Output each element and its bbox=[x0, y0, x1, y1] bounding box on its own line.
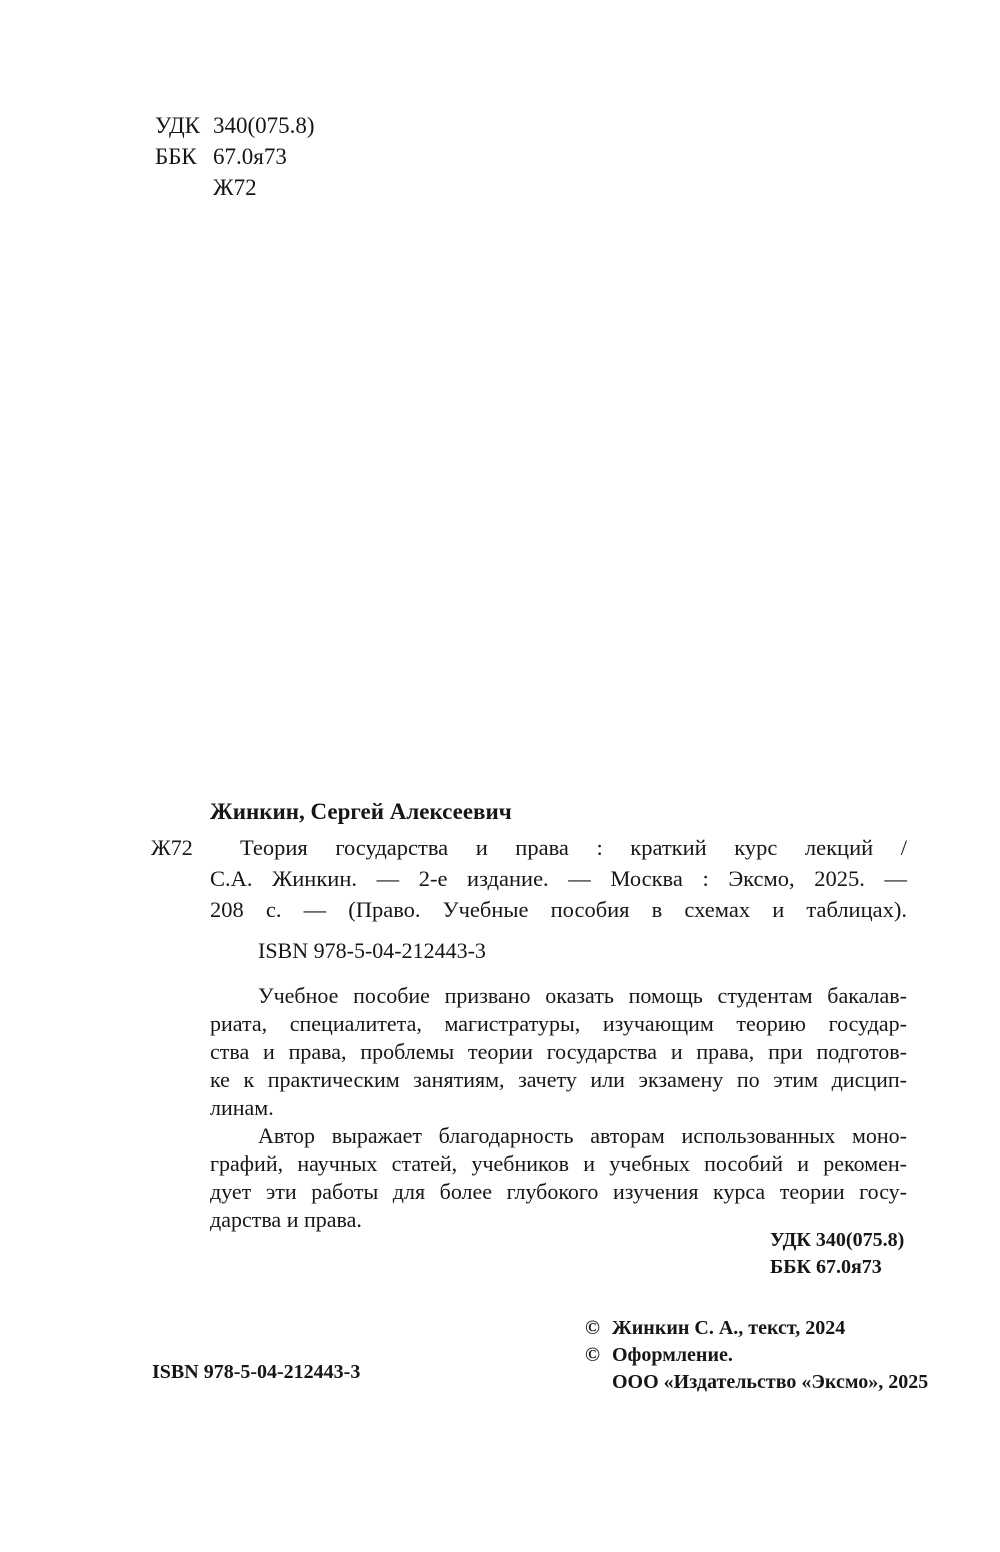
annotation-line: линам. bbox=[210, 1095, 274, 1120]
annotation-line: дарства и права. bbox=[210, 1207, 362, 1232]
copyright-symbol-spacer bbox=[585, 1369, 612, 1396]
copyright-text-line: ООО «Издательство «Эксмо», 2025 bbox=[612, 1371, 929, 1393]
author-sign-code: Ж72 bbox=[213, 175, 257, 200]
isbn-bottom-line: ISBN 978-5-04-212443-3 bbox=[152, 1361, 361, 1383]
bbk-right: ББК 67.0я73 bbox=[770, 1256, 882, 1278]
top-classification-codes bbox=[155, 110, 315, 203]
udk-label: УДК bbox=[155, 113, 200, 138]
annotation-line: ства и права, проблемы теории государства и права, при подготов- bbox=[210, 1039, 907, 1064]
udk-value: 340(075.8) bbox=[213, 113, 315, 138]
annotation-line: Автор выражает благодарность авторам использованных моно- bbox=[258, 1123, 907, 1148]
record-line: 208 с. — (Право. Учебные пособия в схемах и таблицах). bbox=[210, 897, 907, 922]
annotation-line: Учебное пособие призвано оказать помощь студентам бакалав- bbox=[258, 983, 907, 1008]
annotation-line: риата, специалитета, магистратуры, изучающим теорию государ- bbox=[210, 1011, 907, 1036]
annotation-line: графий, научных статей, учебников и учебных пособий и рекомен- bbox=[210, 1151, 907, 1176]
annotation-line: дует эти работы для более глубокого изучения курса теории госу- bbox=[210, 1179, 907, 1204]
classification-codes-right bbox=[770, 1227, 904, 1281]
annotation-paragraph-1 bbox=[210, 982, 907, 1122]
author-heading: Жинкин, Сергей Алексеевич bbox=[210, 799, 512, 824]
copyright-text-line: Оформление. bbox=[612, 1344, 733, 1366]
copyright-block bbox=[585, 1315, 928, 1396]
record-line: С.А. Жинкин. — 2-е издание. — Москва : Эксмо, 2025. — bbox=[210, 866, 907, 891]
record-margin-code: Ж72 bbox=[151, 835, 193, 860]
author-sign-spacer bbox=[155, 172, 213, 203]
copyright-text-line: Жинкин С. А., текст, 2024 bbox=[612, 1317, 846, 1339]
bbk-value: 67.0я73 bbox=[213, 144, 287, 169]
bbk-label: ББК bbox=[155, 144, 197, 169]
isbn-record-line: ISBN 978-5-04-212443-3 bbox=[258, 938, 486, 963]
record-line: Теория государства и права : краткий курс лекций / bbox=[240, 835, 907, 860]
copyright-symbol: © bbox=[585, 1344, 600, 1366]
annotation-paragraph-2 bbox=[210, 1122, 907, 1234]
copyright-symbol: © bbox=[585, 1317, 600, 1339]
annotation-line: ке к практическим занятиям, зачету или экзамену по этим дисцип- bbox=[210, 1067, 907, 1092]
udk-right: УДК 340(075.8) bbox=[770, 1229, 905, 1251]
bibliographic-record bbox=[151, 832, 907, 925]
